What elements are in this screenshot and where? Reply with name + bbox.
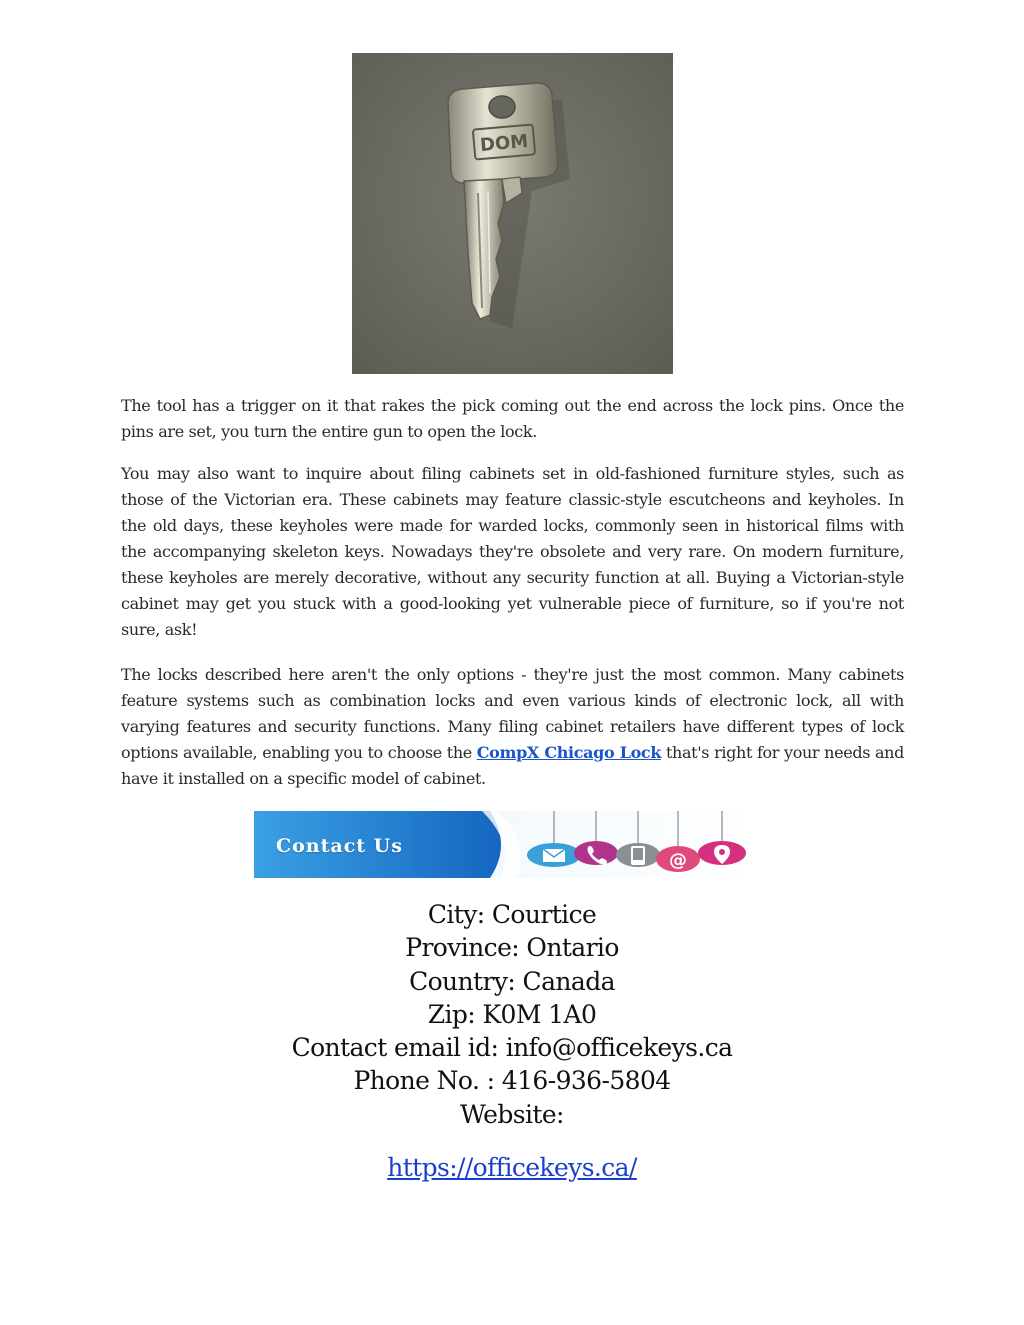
- envelope-icon: [527, 843, 581, 867]
- svg-text:@: @: [669, 850, 687, 871]
- email-line: Contact email id: info@officekeys.ca: [291, 1033, 733, 1063]
- contact-us-banner: [254, 811, 754, 878]
- country-line: Country: Canada: [409, 966, 615, 996]
- paragraph-tool-trigger: The tool has a trigger on it that rakes the pick coming out the end across the lock pins. Once the pins are set, you turn the entire gun to open the lock.: [121, 396, 904, 441]
- at-sign-icon: [656, 846, 700, 872]
- paragraph-victorian-cabinets: You may also want to inquire about filing cabinets set in old-fashioned furniture styles, such as those of the Victorian era. These cabinets may feature classic-style escutcheons and keyholes. In the old days, these keyholes were made for warded locks, commonly seen in historical films with the accompanying skeleton keys. Nowadays they're obsolete and very rare. On modern furniture, these keyholes are merely decorative, without any security function at all. Buying a Victorian-style cabinet may get you stuck with a good-looking yet vulnerable piece of furniture, so if you're not sure, ask!: [121, 464, 904, 639]
- website-link-container: [0, 1153, 1024, 1182]
- compx-chicago-lock-link[interactable]: CompX Chicago Lock: [476, 743, 662, 762]
- phone-icon: [574, 841, 618, 865]
- contact-info: [0, 898, 1024, 1131]
- paragraph-text-after-link: that's right for your needs and have it installed on a specific model of cabinet.: [121, 743, 904, 788]
- website-label: Website:: [460, 1099, 564, 1129]
- paragraph-lock-options: [121, 662, 904, 792]
- contact-us-title: Contact Us: [276, 835, 403, 857]
- mobile-icon: [616, 843, 660, 867]
- location-pin-icon: [698, 841, 746, 865]
- zip-line: Zip: K0M 1A0: [427, 999, 597, 1029]
- paragraph-text-before-link: The locks described here aren't the only options - they're just the most common. Many cabinets feature systems such as combination locks and even various kinds of electronic lock, all with varying features and security functions. Many filing cabinet retailers have different types of lock options available, enabling you to choose the: [121, 665, 904, 762]
- key-photo: [352, 53, 673, 374]
- website-link[interactable]: https://officekeys.ca/: [387, 1153, 637, 1182]
- city-line: City: Courtice: [427, 900, 597, 929]
- province-line: Province: Ontario: [405, 933, 619, 963]
- svg-text:DOM: DOM: [479, 130, 530, 157]
- phone-line: Phone No. : 416-936-5804: [353, 1066, 671, 1096]
